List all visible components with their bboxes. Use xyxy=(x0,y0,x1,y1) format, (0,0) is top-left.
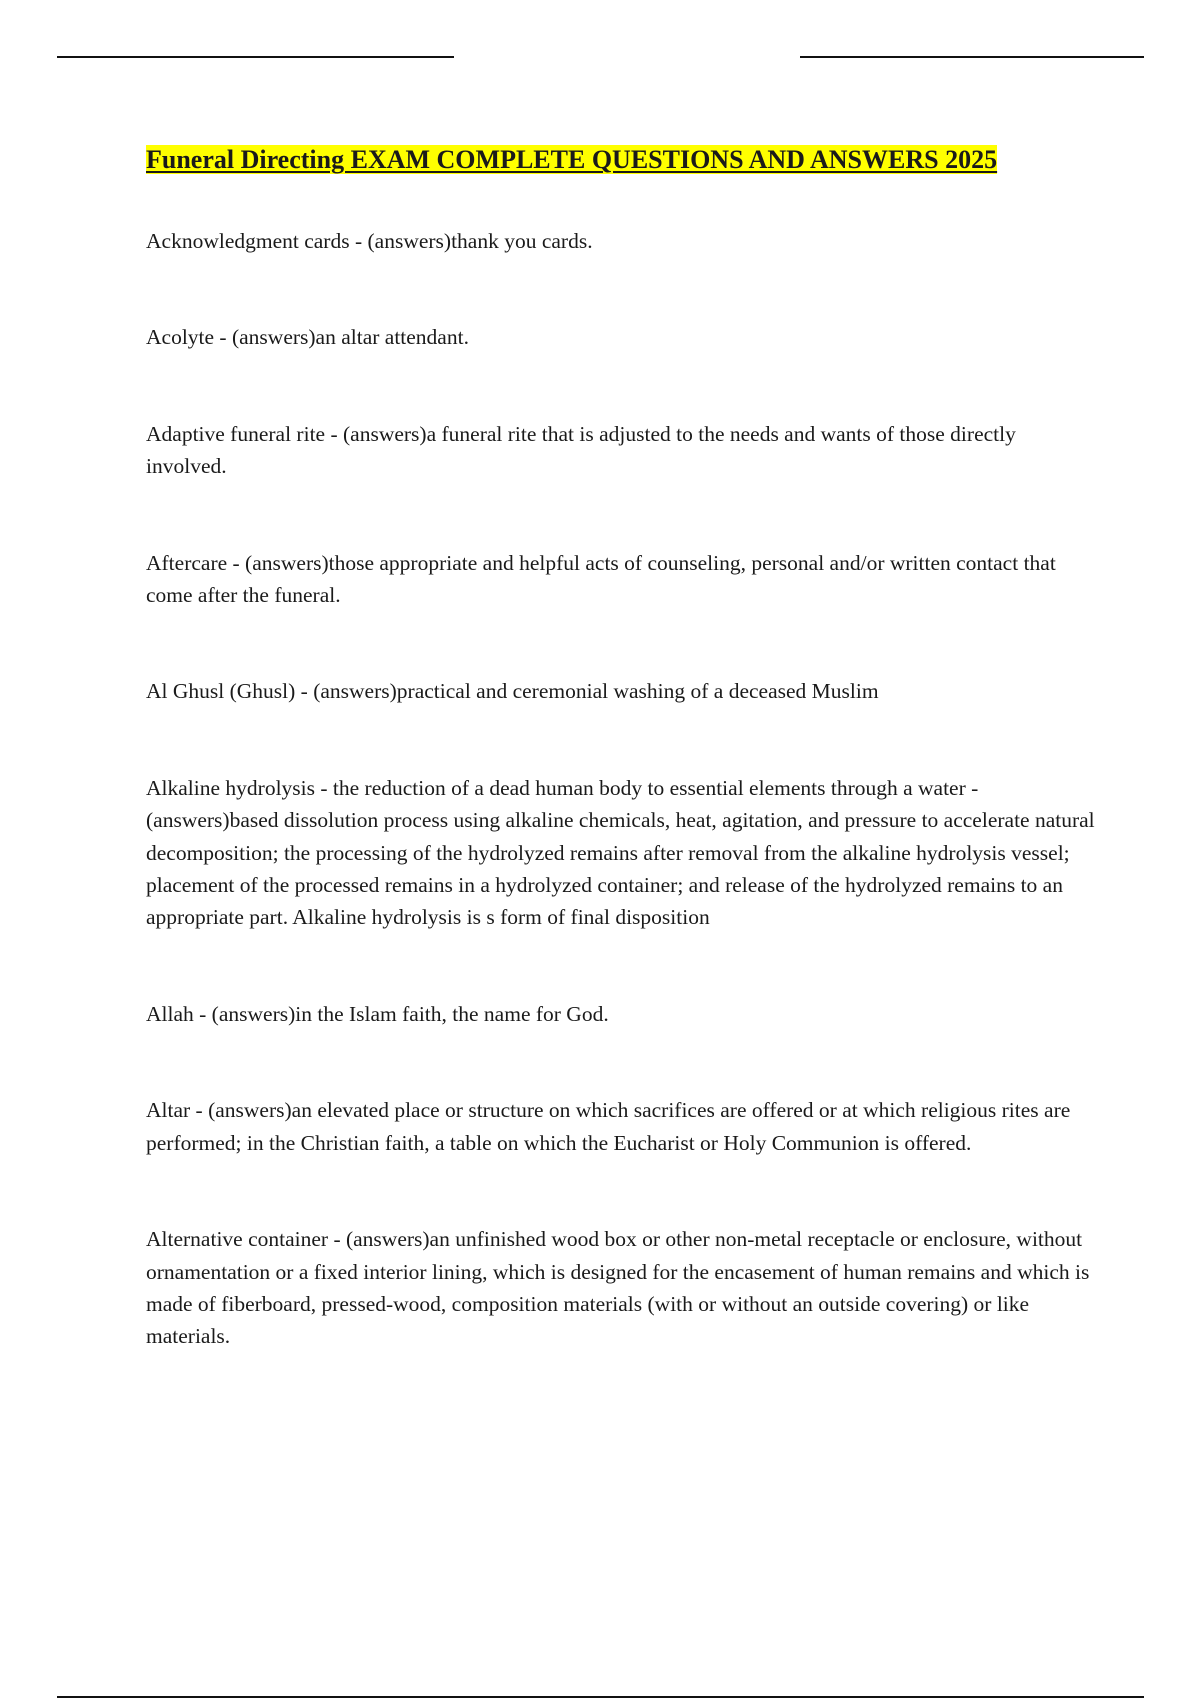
glossary-entry-adaptive-funeral-rite: Adaptive funeral rite - (answers)a funeral rite that is adjusted to the needs and wants of those directly involved. xyxy=(146,421,1016,479)
glossary-entry-acknowledgment-cards: Acknowledgment cards - (answers)thank you cards. xyxy=(146,229,593,253)
glossary-entry-alkaline-hydrolysis: Alkaline hydrolysis - the reduction of a dead human body to essential elements through a water - (answers)based dissolution process using alkaline chemicals, heat, agitation, and pressure to accelerate natural decomposition; the processing of the hydrolyzed remains after removal from the alkaline hydrolysis vessel; placement of the processed remains in a hydrolyzed container; and release of the hydrolyzed remains to an appropriate part. Alkaline hydrolysis is s form of final disposition xyxy=(146,775,1095,930)
glossary-entry-altar: Altar - (answers)an elevated place or structure on which sacrifices are offered or at which religious rites are performed; in the Christian faith, a table on which the Eucharist or Holy Communion is offered. xyxy=(146,1098,1071,1155)
header-rule-left xyxy=(57,56,454,58)
glossary-entry-al-ghusl: Al Ghusl (Ghusl) - (answers)practical and ceremonial washing of a deceased Muslim xyxy=(146,679,879,704)
glossary-entry-aftercare: Aftercare - (answers)those appropriate and helpful acts of counseling, personal and/or written contact that come after the funeral. xyxy=(146,550,1056,608)
footer-rule xyxy=(57,1696,1144,1698)
document-title-text: Funeral Directing EXAM COMPLETE QUESTIONS AND ANSWERS 2025 xyxy=(146,145,998,174)
glossary-entry-allah: Allah - (answers)in the Islam faith, the name for God. xyxy=(146,1001,609,1026)
glossary-entry-acolyte: Acolyte - (answers)an altar attendant. xyxy=(146,325,469,350)
header-rule-right xyxy=(800,56,1144,58)
glossary-entry-alternative-container: Alternative container - (answers)an unfinished wood box or other non-metal receptacle or enclosure, without ornamentation or a fixed interior lining, which is designed for the encasement of human remains and which is made of fiberboard, pressed-wood, composition materials (with or without an outside covering) or like materials. xyxy=(146,1227,1090,1349)
document-title xyxy=(146,144,997,176)
glossary-entries xyxy=(146,225,1096,1353)
